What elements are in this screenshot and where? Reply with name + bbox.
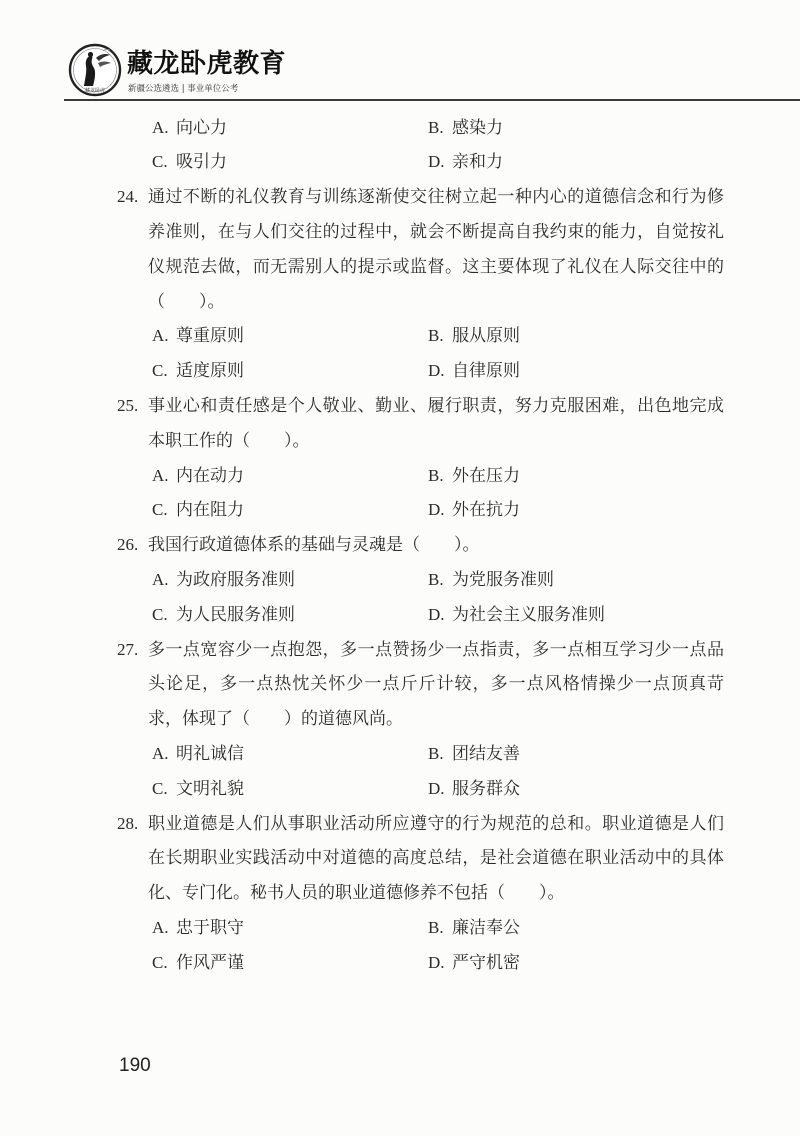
question-stem-line — [0, 667, 800, 702]
option-row — [0, 946, 800, 981]
question-number: 25. — [117, 395, 139, 415]
option-b: B. 外在压力 — [428, 465, 520, 486]
question-text: （ ）。 — [148, 291, 225, 312]
option-row — [0, 111, 800, 146]
option-row — [0, 354, 800, 389]
question-text: 事业心和责任感是个人敬业、勤业、履行职责，努力克服困难，出色地完成 — [148, 395, 724, 416]
option-row — [0, 459, 800, 494]
question-text: 通过不断的礼仪教育与训练逐渐使交往树立起一种内心的道德信念和行为修 — [148, 187, 724, 208]
brand-tagline: 新疆公选遴选 | 事业单位公考 — [128, 84, 239, 94]
option-a: A. 明礼诚信 — [152, 743, 244, 764]
question-text: 在长期职业实践活动中对道德的高度总结，是社会道德在职业活动中的具体 — [148, 848, 724, 869]
page-number: 190 — [119, 1055, 151, 1076]
question-28 — [0, 807, 800, 981]
option-d: D. 外在抗力 — [428, 500, 520, 521]
question-number: 28. — [117, 813, 139, 833]
option-row — [0, 145, 800, 180]
option-row — [0, 319, 800, 354]
question-25 — [0, 389, 800, 528]
option-c: C. 文明礼貌 — [152, 778, 244, 799]
question-24 — [0, 180, 800, 389]
option-d: D. 亲和力 — [428, 152, 503, 173]
page-header — [0, 0, 800, 104]
option-b: B. 团结友善 — [428, 743, 520, 764]
question-stem-line — [0, 215, 800, 250]
option-c: C. 为人民服务准则 — [152, 604, 295, 625]
question-text: 我国行政道德体系的基础与灵魂是（ ）。 — [148, 535, 480, 556]
option-b: B. 为党服务准则 — [428, 569, 554, 590]
option-row — [0, 772, 800, 807]
logo-mark-text: 藏龙卧虎 — [84, 88, 106, 94]
question-26 — [0, 528, 800, 632]
question-text: 养准则，在与人们交往的过程中，就会不断提高自我约束的能力，自觉按礼 — [148, 221, 724, 242]
option-c: C. 作风严谨 — [152, 952, 244, 973]
question-text: 多一点宽容少一点抱怨，多一点赞扬少一点指责，多一点相互学习少一点品 — [148, 639, 724, 660]
option-row — [0, 737, 800, 772]
question-list — [0, 111, 800, 981]
header-divider — [64, 99, 800, 101]
option-d: D. 为社会主义服务准则 — [428, 604, 605, 625]
question-text: 头论足，多一点热忱关怀少一点斤斤计较，多一点风格情操少一点顶真苛 — [148, 674, 724, 695]
option-a: A. 忠于职守 — [152, 917, 244, 938]
question-text: 职业道德是人们从事职业活动所应遵守的行为规范的总和。职业道德是人们 — [148, 813, 724, 834]
brand-logo-icon — [67, 42, 123, 98]
brand-name: 藏龙卧虎教育 — [127, 49, 287, 79]
option-a: A. 尊重原则 — [152, 326, 244, 347]
option-a: A. 内在动力 — [152, 465, 244, 486]
option-row — [0, 493, 800, 528]
question-number: 26. — [117, 535, 139, 555]
question-stem-line — [0, 250, 800, 285]
option-row — [0, 563, 800, 598]
option-b: B. 廉洁奉公 — [428, 917, 520, 938]
question-stem-line — [0, 807, 800, 842]
question-stem-line — [0, 841, 800, 876]
question-27 — [0, 633, 800, 807]
option-c: C. 内在阻力 — [152, 500, 244, 521]
option-c: C. 吸引力 — [152, 152, 227, 173]
question-text: 化、专门化。秘书人员的职业道德修养不包括（ ）。 — [148, 883, 565, 904]
question-number: 27. — [117, 639, 139, 659]
question-text: 本职工作的（ ）。 — [148, 430, 310, 451]
question-continued — [0, 111, 800, 181]
question-stem-line — [0, 633, 800, 668]
question-text: 求，体现了（ ）的道德风尚。 — [148, 709, 403, 730]
question-stem-line — [0, 876, 800, 911]
option-row — [0, 598, 800, 633]
option-b: B. 感染力 — [428, 117, 503, 138]
question-stem-line — [0, 702, 800, 737]
question-stem-line — [0, 424, 800, 459]
question-stem-line — [0, 180, 800, 215]
option-d: D. 严守机密 — [428, 952, 520, 973]
option-d: D. 自律原则 — [428, 361, 520, 382]
option-a: A. 为政府服务准则 — [152, 569, 295, 590]
option-row — [0, 911, 800, 946]
question-text: 仪规范去做，而无需别人的提示或监督。这主要体现了礼仪在人际交往中的 — [148, 256, 724, 277]
question-stem-line — [0, 389, 800, 424]
question-stem-line — [0, 528, 800, 563]
question-number: 24. — [117, 187, 139, 207]
option-a: A. 向心力 — [152, 117, 227, 138]
option-d: D. 服务群众 — [428, 778, 520, 799]
question-stem-line — [0, 285, 800, 320]
option-b: B. 服从原则 — [428, 326, 520, 347]
option-c: C. 适度原则 — [152, 361, 244, 382]
